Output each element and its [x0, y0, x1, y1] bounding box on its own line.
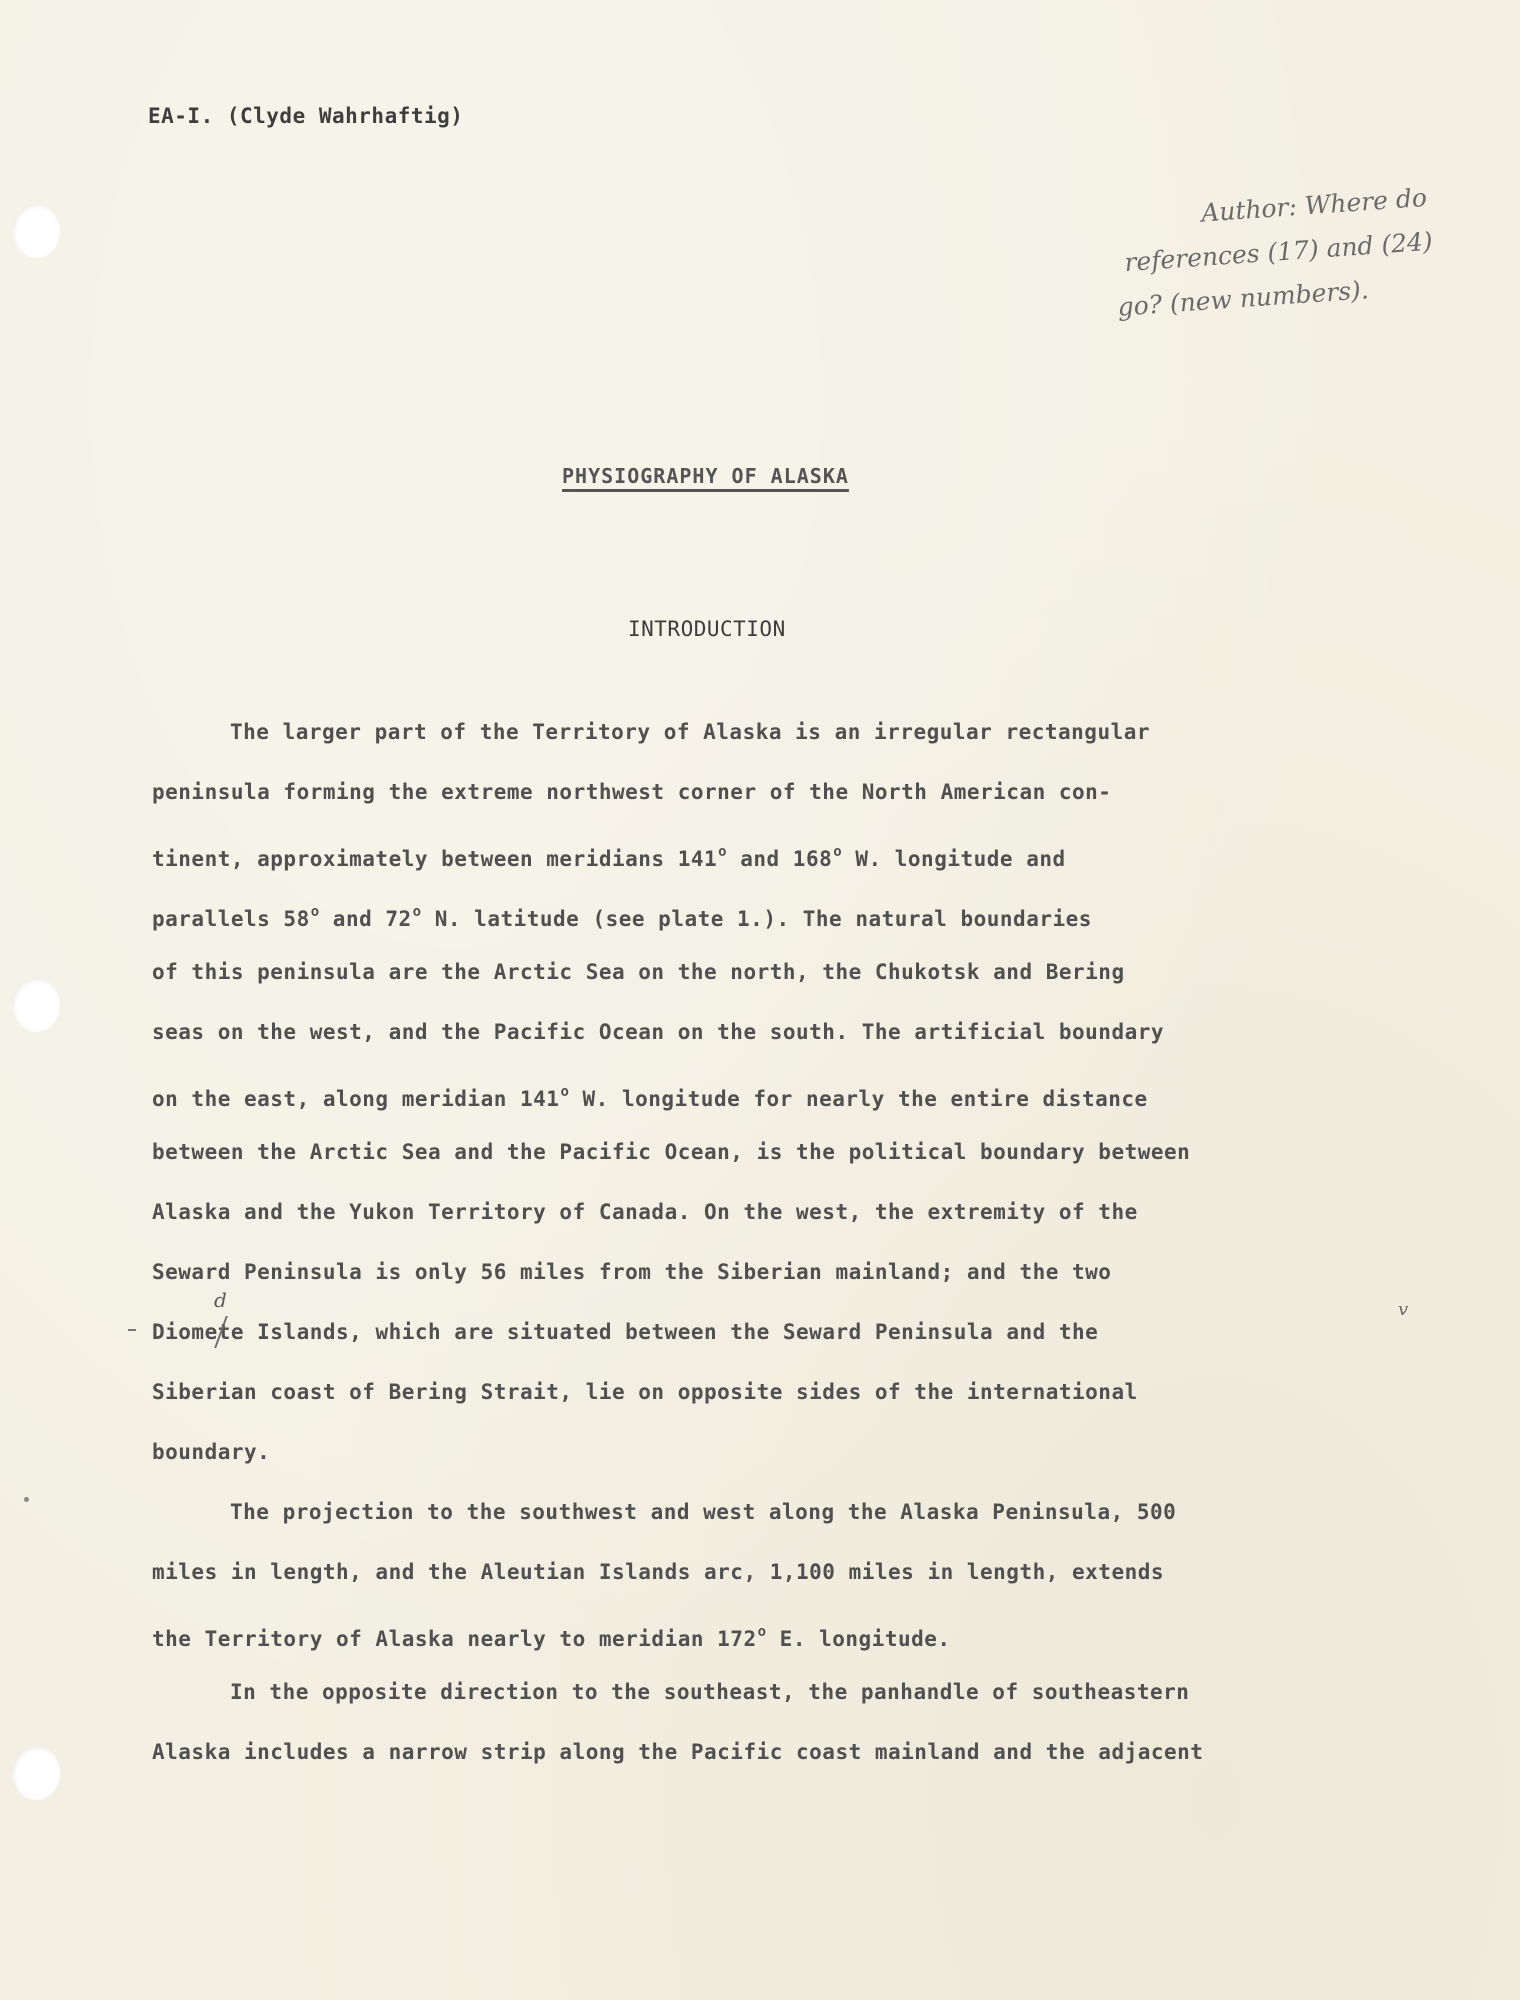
- text-span: E. longitude.: [766, 1627, 951, 1651]
- text-span: the Territory of Alaska nearly to meridian 172: [152, 1627, 757, 1651]
- text-span: e Islands, which are situated between the Seward Peninsula and the: [230, 1320, 1099, 1344]
- handwritten-correction: [152, 1288, 231, 1362]
- text-span: W. longitude and: [842, 847, 1066, 871]
- text-line: [152, 1242, 1392, 1302]
- text-span: between the Arctic Sea and the Pacific Ocean, is the political boundary between: [152, 1140, 1191, 1164]
- degree-symbol: o: [560, 1084, 570, 1100]
- text-line: [152, 1362, 1392, 1422]
- degree-symbol: o: [833, 844, 843, 860]
- handnote-line: references (17) and (24): [1123, 226, 1434, 278]
- punch-hole-middle: [12, 978, 60, 1032]
- text-span: The larger part of the Territory of Alaska is an irregular rectangular: [230, 720, 1151, 744]
- text-span: Diome: [152, 1320, 218, 1344]
- handnote-line: go? (new numbers).: [1116, 275, 1370, 322]
- text-line: [152, 1722, 1392, 1782]
- text-span: tinent, approximately between meridians 141: [152, 847, 718, 871]
- text-line: [152, 1662, 1392, 1722]
- text-span: parallels 58: [152, 907, 310, 931]
- margin-check-mark: v: [1398, 1299, 1409, 1320]
- text-line: [152, 1182, 1392, 1242]
- text-span: The projection to the southwest and west along the Alaska Peninsula, 500: [230, 1500, 1177, 1524]
- handnote-line: Author: Where do: [1200, 182, 1428, 228]
- text-line: [152, 762, 1392, 822]
- degree-symbol: o: [310, 904, 320, 920]
- document-header: EA-I. (Clyde Wahrhaftig): [148, 104, 464, 128]
- inserted-letter: d: [214, 1288, 228, 1312]
- section-heading: INTRODUCTION: [628, 617, 786, 641]
- text-line: [152, 1602, 1392, 1662]
- text-line: [152, 1002, 1392, 1062]
- handwritten-margin-note: [1110, 172, 1488, 329]
- text-line: [152, 822, 1392, 882]
- text-line: [152, 1122, 1392, 1182]
- punch-hole-bottom: [12, 1746, 60, 1800]
- body-text: [152, 702, 1392, 1782]
- text-span: In the opposite direction to the southeast, the panhandle of southeastern: [230, 1680, 1190, 1704]
- text-line: [152, 942, 1392, 1002]
- struck-letter: t: [217, 1320, 231, 1344]
- degree-symbol: o: [412, 904, 422, 920]
- degree-symbol: o: [757, 1624, 767, 1640]
- text-span: boundary.: [152, 1440, 271, 1464]
- text-span: Alaska and the Yukon Territory of Canada. On the west, the extremity of the: [152, 1200, 1138, 1224]
- text-span: and 72: [319, 907, 412, 931]
- text-line: [152, 1422, 1392, 1482]
- text-span: of this peninsula are the Arctic Sea on the north, the Chukotsk and Bering: [152, 960, 1125, 984]
- text-line: [152, 1062, 1392, 1122]
- text-span: and 168: [727, 847, 833, 871]
- text-line-with-correction: [152, 1288, 1392, 1362]
- punch-hole-top: [12, 204, 60, 258]
- text-span: seas on the west, and the Pacific Ocean on the south. The artificial boundary: [152, 1020, 1165, 1044]
- margin-dash-mark: [128, 1329, 136, 1331]
- text-span: miles in length, and the Aleutian Islands arc, 1,100 miles in length, extends: [152, 1560, 1165, 1584]
- text-span: W. longitude for nearly the entire distance: [569, 1087, 1148, 1111]
- stray-ink-dot: [24, 1497, 29, 1502]
- text-span: peninsula forming the extreme northwest corner of the North American con-: [152, 780, 1112, 804]
- degree-symbol: o: [718, 844, 728, 860]
- text-line: [152, 1482, 1392, 1542]
- text-span: Alaska includes a narrow strip along the Pacific coast mainland and the adjacent: [152, 1740, 1204, 1764]
- text-line: [152, 702, 1392, 762]
- text-line: [152, 1542, 1392, 1602]
- text-span: on the east, along meridian 141: [152, 1087, 560, 1111]
- text-line: [152, 882, 1392, 942]
- text-span: Siberian coast of Bering Strait, lie on opposite sides of the international: [152, 1380, 1138, 1404]
- text-span: Seward Peninsula is only 56 miles from the Siberian mainland; and the two: [152, 1260, 1112, 1284]
- page-title: PHYSIOGRAPHY OF ALASKA: [562, 464, 849, 488]
- text-span: N. latitude (see plate 1.). The natural boundaries: [421, 907, 1092, 931]
